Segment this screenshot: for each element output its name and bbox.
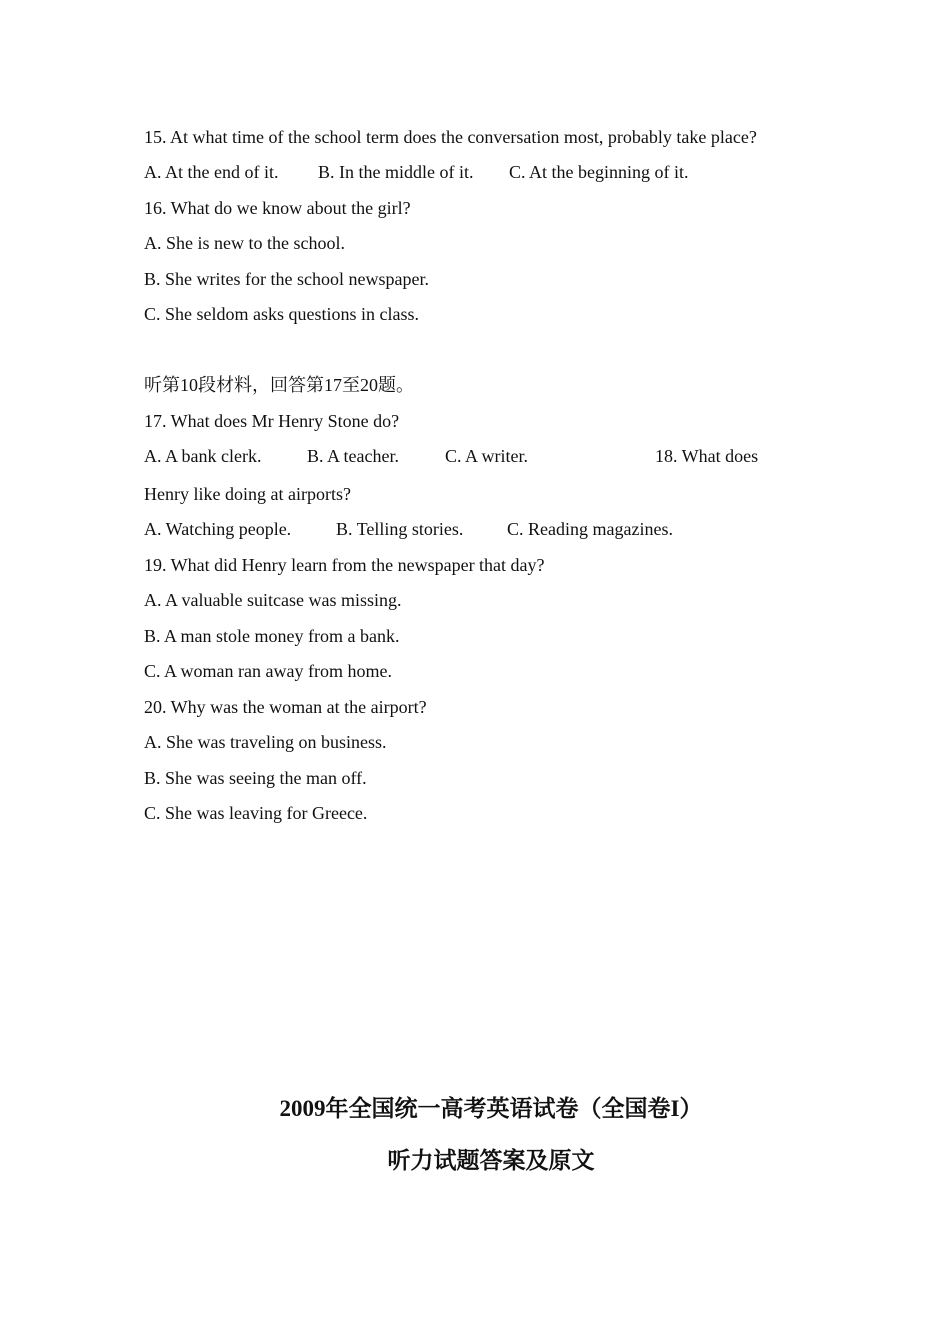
q18-option-a: A. Watching people. — [144, 519, 292, 539]
q18-option-b: B. Telling stories. — [336, 519, 464, 539]
q19-option-c: C. A woman ran away from home. — [144, 661, 392, 681]
q16-option-b: B. She writes for the school newspaper. — [144, 269, 429, 289]
q19-option-b: B. A man stole money from a bank. — [144, 626, 400, 646]
q17-question: 17. What does Mr Henry Stone do? — [144, 411, 400, 431]
q20-question: 20. Why was the woman at the airport? — [144, 697, 427, 717]
q17-option-c: C. A writer. — [445, 446, 529, 466]
q17-option-a: A. A bank clerk. — [144, 446, 262, 466]
q19-question: 19. What did Henry learn from the newspaper that day? — [144, 555, 545, 575]
q19-option-a: A. A valuable suitcase was missing. — [144, 590, 402, 610]
q20-option-c: C. She was leaving for Greece. — [144, 803, 368, 823]
q16-option-a: A. She is new to the school. — [144, 233, 345, 253]
q18-question-end: Henry like doing at airports? — [144, 484, 351, 504]
q20-option-b: B. She was seeing the man off. — [144, 768, 367, 788]
q18-question-start: 18. What does — [655, 446, 759, 466]
q15-option-b: B. In the middle of it. — [318, 162, 474, 182]
q17-option-b: B. A teacher. — [307, 446, 399, 466]
q18-option-c: C. Reading magazines. — [507, 519, 673, 539]
q15-question: 15. At what time of the school term does the conversation most, probably take place? — [144, 127, 757, 147]
exam-title: 2009年全国统一高考英语试卷（全国卷I） — [279, 1096, 703, 1121]
q20-option-a: A. She was traveling on business. — [144, 732, 387, 752]
section-10-instruction: 听第10段材料，回答第17至20题。 — [144, 375, 414, 395]
q15-option-c: C. At the beginning of it. — [509, 162, 689, 182]
q15-option-a: A. At the end of it. — [144, 162, 279, 182]
q16-option-c: C. She seldom asks questions in class. — [144, 304, 419, 324]
q16-question: 16. What do we know about the girl? — [144, 198, 411, 218]
exam-subtitle: 听力试题答案及原文 — [387, 1148, 595, 1173]
